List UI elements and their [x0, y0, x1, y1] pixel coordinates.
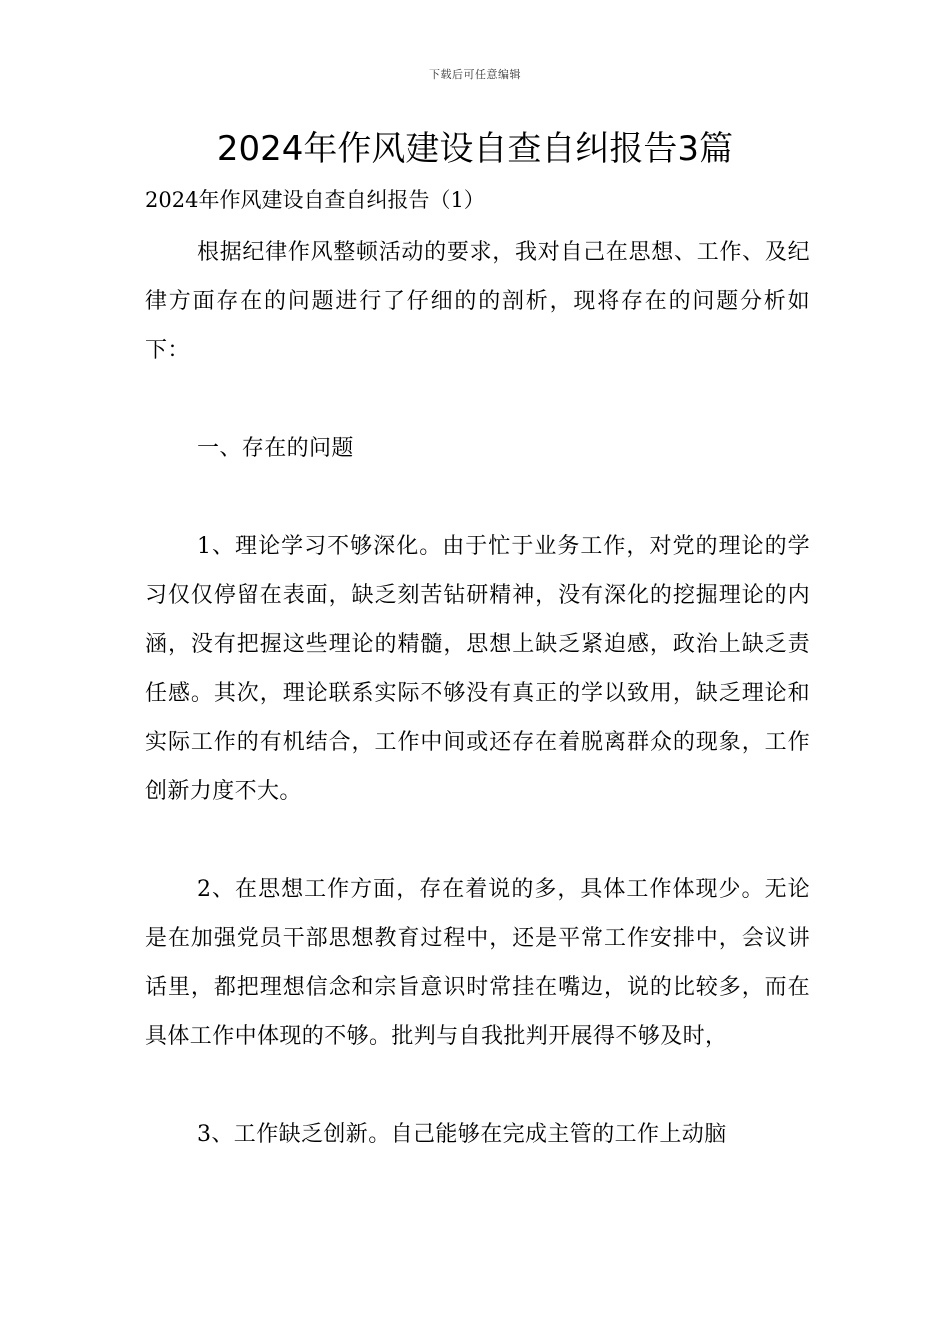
- list-item-2: 2、在思想工作方面，存在着说的多，具体工作体现少。无论是在加强党员干部思想教育过程中，还是平常工作安排中，会议讲话里，都把理想信念和宗旨意识时常挂在嘴边，说的比较多，而在具体工作中体现的不够。批判与自我批判开展得不够及时，: [145, 877, 810, 1049]
- list-item-1: 1、理论学习不够深化。由于忙于业务工作，对党的理论的学习仅仅停留在表面，缺乏刻苦钻研精神，没有深化的挖掘理论的内涵，没有把握这些理论的精髓，思想上缺乏紧迫感，政治上缺乏责任感。其次，理论联系实际不够没有真正的学以致用，缺乏理论和实际工作的有机结合，工作中间或还存在着脱离群众的现象，工作创新力度不大。: [145, 534, 810, 804]
- document-body: [145, 228, 810, 1159]
- intro-paragraph: 根据纪律作风整顿活动的要求，我对自己在思想、工作、及纪律方面存在的问题进行了仔细的的剖析，现将存在的问题分析如下：: [145, 240, 810, 363]
- section-heading: 一、存在的问题: [197, 436, 354, 461]
- document-subtitle: 2024年作风建设自查自纠报告（1）: [145, 188, 485, 212]
- list-item-3: 3、工作缺乏创新。自己能够在完成主管的工作上动脑: [197, 1122, 727, 1147]
- document-title: 2024年作风建设自查自纠报告3篇: [216, 129, 734, 169]
- header-note: 下载后可任意编辑: [429, 68, 521, 81]
